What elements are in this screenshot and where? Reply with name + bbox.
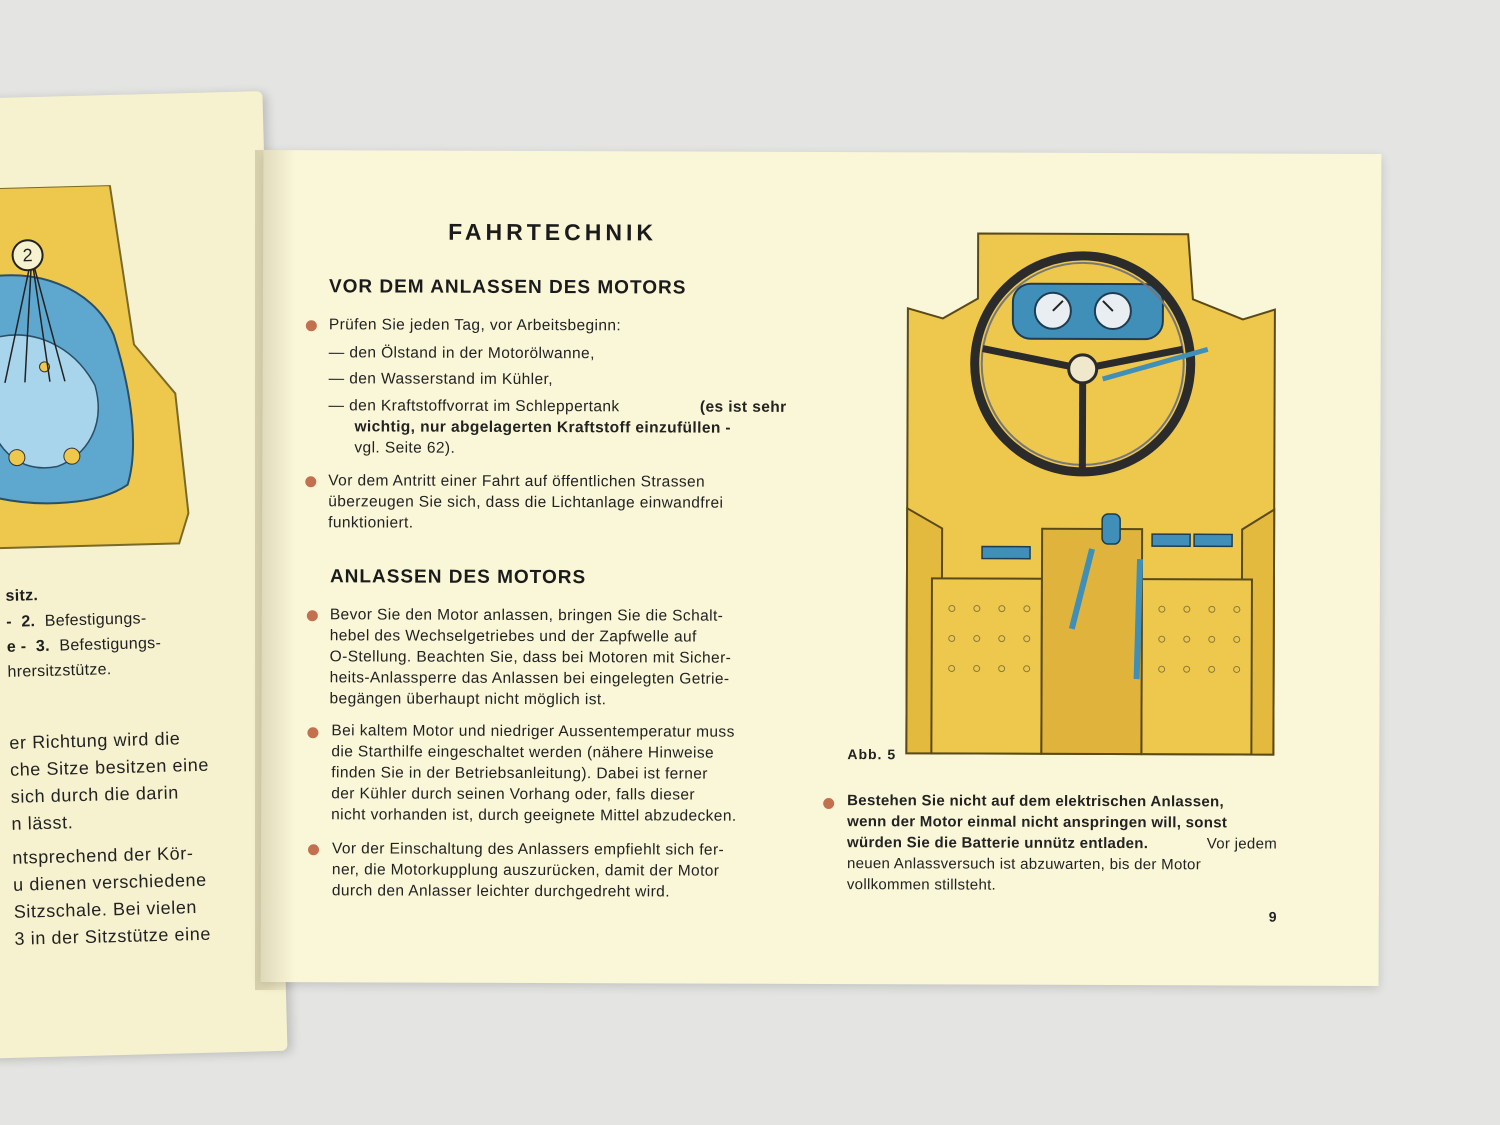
section-heading-before-start: VOR DEM ANLASSEN DES MOTORS [328, 276, 687, 299]
bullet-dot [307, 610, 318, 621]
page-title: FAHRTECHNIK [448, 218, 658, 246]
left-caption-line1: sitz. [5, 587, 39, 605]
section-heading-starting: ANLASSEN DES MOTORS [329, 566, 587, 589]
tractor-cockpit-illustration [901, 228, 1279, 759]
bullet-dot [823, 798, 834, 809]
left-caption-line3: e - 3. Befestigungs- [6, 634, 162, 656]
bullet-dot [305, 476, 316, 487]
bullet-dot [307, 727, 318, 738]
checklist-intro: Prüfen Sie jeden Tag, vor Arbeitsbeginn: [328, 316, 622, 335]
paragraph-lights: Vor dem Antritt einer Fahrt auf öffentlichen Strassen überzeugen Sie sich, dass die Lichtanlage einwandfrei funktioniert. [328, 472, 724, 532]
left-body-line: Sitzschale. Bei vielen [13, 897, 198, 922]
callout-circle: 2 [11, 239, 44, 272]
checklist-item-fuel-ref: vgl. Seite 62). [354, 439, 456, 457]
left-body-line: che Sitze besitzen eine [9, 754, 210, 780]
page-number: 9 [1268, 908, 1277, 925]
right-page [261, 150, 1382, 986]
left-page [0, 91, 288, 1059]
left-body-line: n lässt. [11, 812, 74, 834]
paragraph-gear-levers: Bevor Sie den Motor anlassen, bringen Sie die Schalt- hebel des Wechselgetriebes und der Zapfwelle auf O-Stellung. Beachten Sie, dass bei Motoren mit Sicher- heits-Anlassperre das Anlassen bei eingelegten Getrie- begängen überhaupt nicht möglich ist. [329, 606, 732, 709]
paragraph-clutch: Vor der Einschaltung des Anlassers empfiehlt sich fer- ner, die Motorkupplung auszurücken, damit der Motor durch den Anlasser leichter durchgedreht wird. [331, 840, 725, 901]
figure-caption: Abb. 5 [847, 746, 897, 763]
book-gutter [255, 150, 295, 990]
left-caption-line4: hrersitzstütze. [7, 661, 112, 681]
checklist-item-oil: — den Ölstand in der Motorölwanne, [328, 344, 595, 363]
bullet-dot [306, 320, 317, 331]
left-body-line: ntsprechend der Kör- [12, 843, 194, 868]
paragraph-cold-start: Bei kaltem Motor und niedriger Aussentemperatur muss die Starthilfe eingeschaltet werden (nähere Hinweise finden Sie in der Betriebsanleitung). Dabei ist ferner der Kühler durch seinen Vorhang oder, falls dieser nicht vorhanden ist, durch geeignete Mittel abzudecken. [331, 722, 737, 825]
left-body-line: er Richtung wird die [9, 728, 181, 753]
bullet-dot [308, 844, 319, 855]
left-body-line: 3 in der Sitzstütze eine [14, 923, 212, 949]
checklist-item-fuel-bold: wichtig, nur abgelagerten Kraftstoff einzufüllen - [354, 418, 732, 437]
checklist-item-fuel: — den Kraftstoffvorrat im Schleppertank (es ist sehr [328, 397, 787, 416]
paragraph-electric-start: Bestehen Sie nicht auf dem elektrischen Anlassen, wenn der Motor einmal nicht anspringen will, sonst würden Sie die Batterie unnütz entladen. Vor jedem neuen Anlassversuch ist abzuwarten, bis der Motor vollkommen stillsteht. [846, 792, 1278, 894]
left-body-line: sich durch die darin [10, 782, 180, 807]
checklist-item-water: — den Wasserstand im Kühler, [328, 370, 553, 389]
left-caption-line2: - 2. Befestigungs- [5, 610, 147, 631]
left-body-line: u dienen verschiedene [12, 869, 208, 895]
